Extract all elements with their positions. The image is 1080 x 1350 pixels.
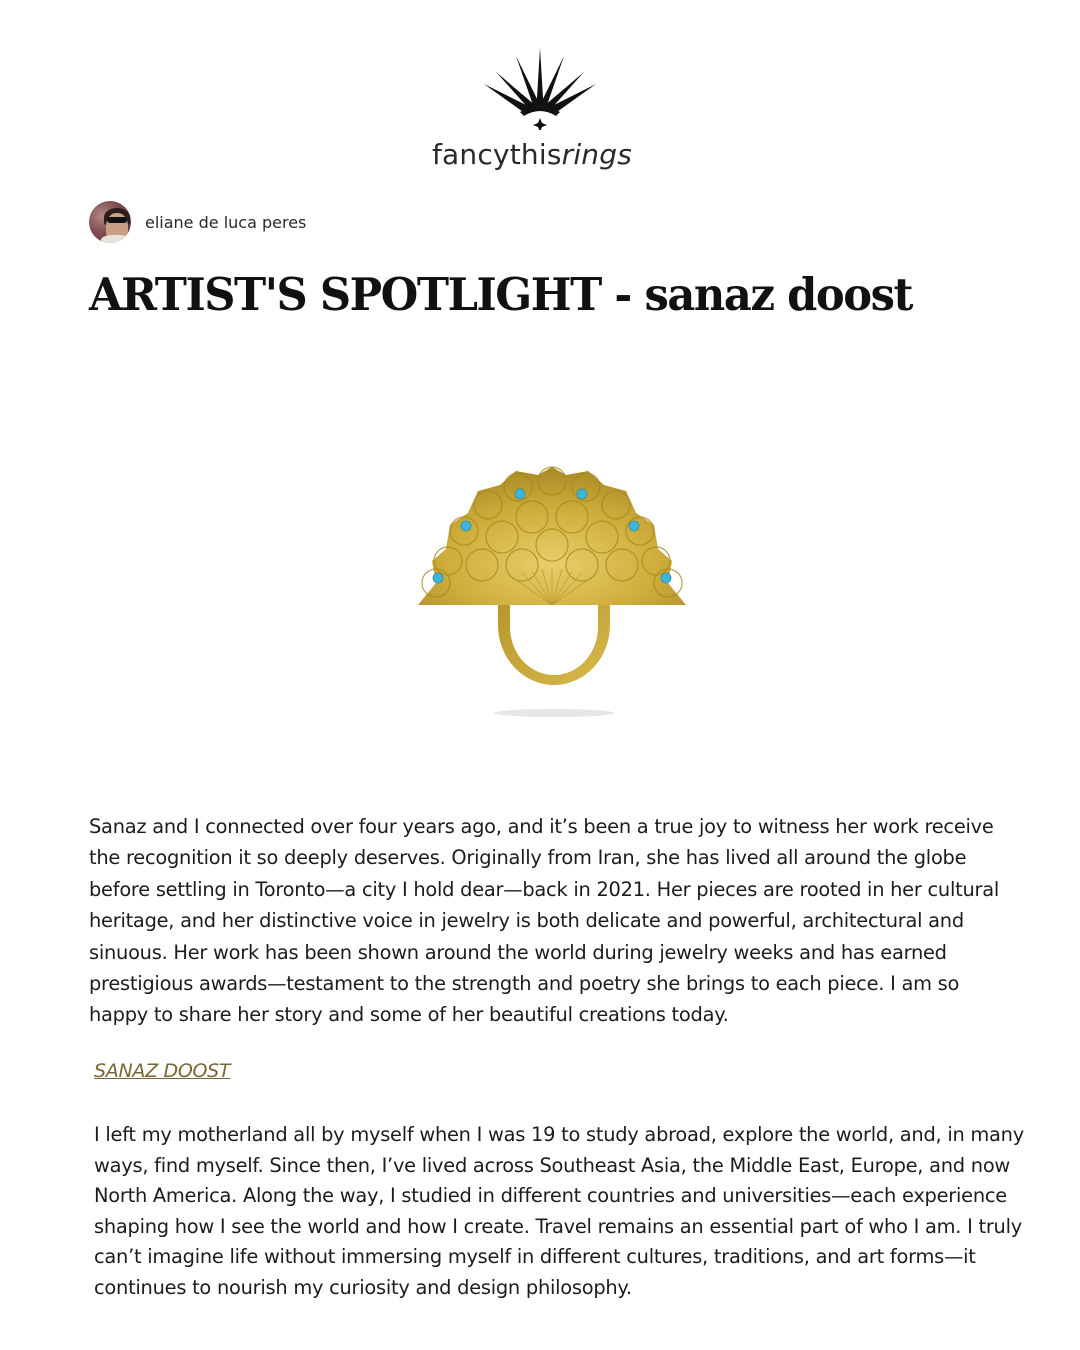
gold-ring-illustration (412, 465, 692, 725)
avatar-sunglasses (107, 217, 127, 223)
author-name[interactable]: eliane de luca peres (145, 212, 307, 232)
truncated-next-line (94, 1308, 994, 1314)
logo-wordmark (0, 138, 1072, 171)
intro-line: happy to share her story and some of her beautiful creations today. (89, 1003, 729, 1027)
logo-wordmark-italic: rings (561, 138, 633, 171)
story-line: shaping how I see the world and how I create. Travel remains an essential part of who I am. I truly (94, 1214, 1022, 1238)
ring-image (412, 465, 692, 725)
intro-line: before settling in Toronto—a city I hold dear—back in 2021. Her pieces are rooted in her cultural (89, 877, 999, 901)
avatar[interactable] (89, 201, 131, 243)
story-line: can’t imagine life without immersing myself in different cultures, traditions, and art forms—it (94, 1245, 976, 1268)
story-line: I left my motherland all by myself when I was 19 to study abroad, explore the world, and, in many (94, 1123, 1024, 1146)
site-logo[interactable] (0, 48, 1080, 171)
intro-line: sinuous. Her work has been shown around the world during jewelry weeks and has earned (89, 940, 947, 964)
story-line: North America. Along the way, I studied in different countries and universities—each experience (94, 1184, 1007, 1207)
intro-line: prestigious awards—testament to the strength and poetry she brings to each piece. I am so (89, 972, 960, 996)
story-line: ways, find myself. Since then, I’ve lived across Southeast Asia, the Middle East, Europe, and now (94, 1153, 1011, 1177)
author-byline[interactable] (89, 201, 306, 243)
intro-line: Sanaz and I connected over four years ago, and it’s been a true joy to witness her work receive (89, 815, 994, 838)
story-paragraph (94, 1120, 1024, 1303)
avatar-shirt (101, 235, 131, 243)
intro-paragraph (89, 811, 1009, 1031)
story-line: continues to nourish my curiosity and design philosophy. (94, 1275, 632, 1299)
logo-wordmark-regular: fancythis (431, 138, 562, 171)
page-title: ARTIST'S SPOTLIGHT - sanaz doost (89, 268, 913, 321)
sunburst-crown-icon (480, 48, 600, 130)
intro-line: the recognition it so deeply deserves. Originally from Iran, she has lived all around the globe (89, 846, 967, 870)
intro-line: heritage, and her distinctive voice in jewelry is both delicate and powerful, architectural and (89, 909, 964, 933)
artist-link[interactable]: SANAZ DOOST (94, 1060, 231, 1082)
